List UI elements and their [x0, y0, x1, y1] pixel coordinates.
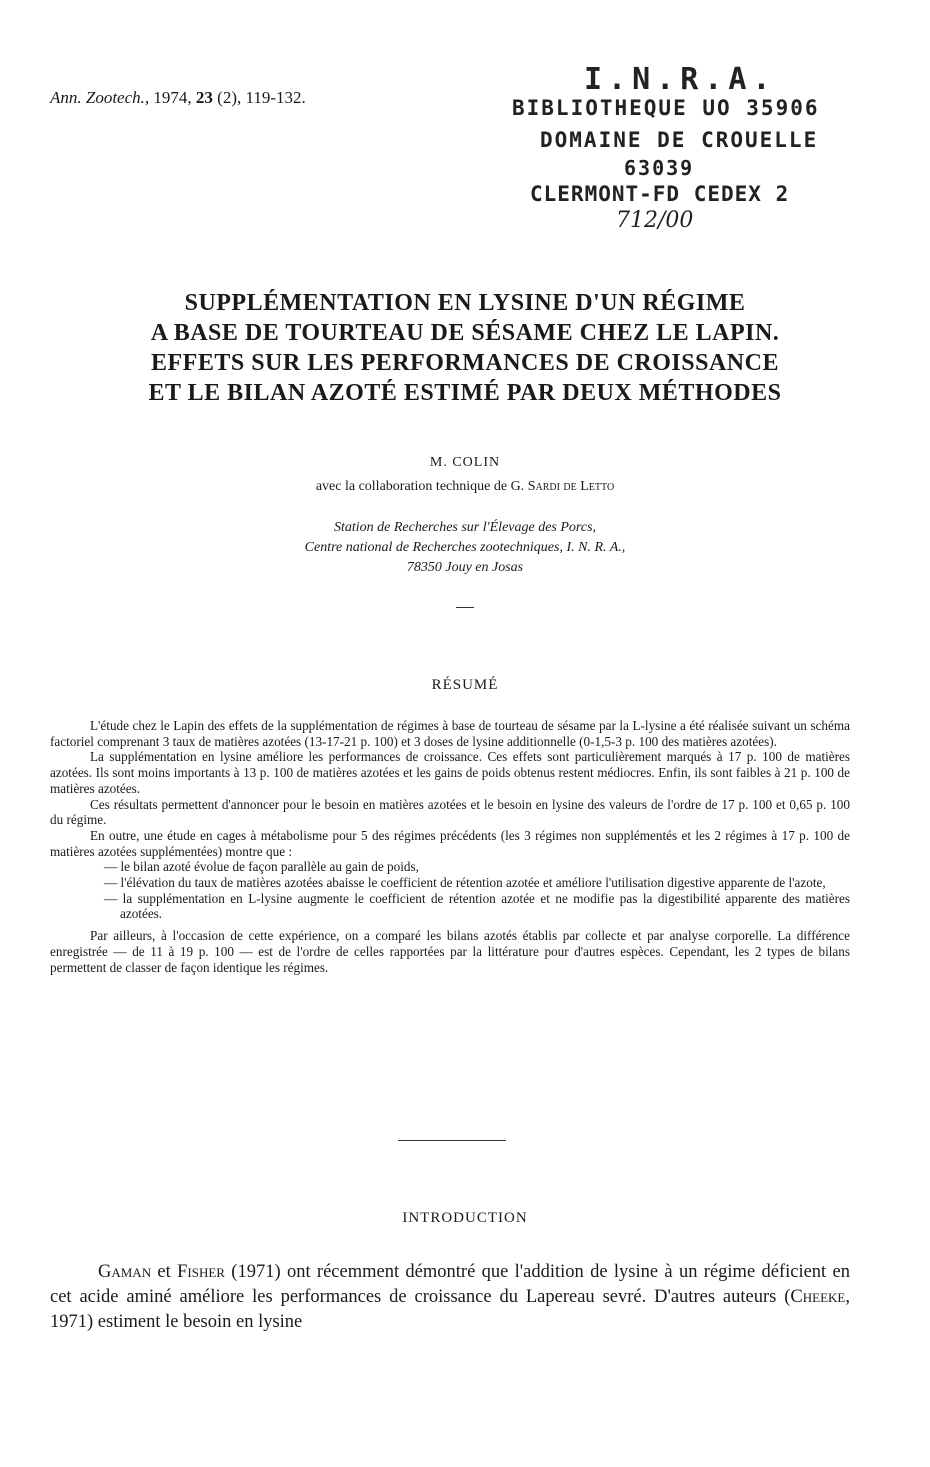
author-ref: Cheeke: [790, 1287, 846, 1307]
journal-name: Ann. Zootech.,: [50, 88, 150, 107]
intro-text: et: [151, 1262, 178, 1282]
author-ref: Gaman: [98, 1262, 152, 1282]
title-line: A BASE DE TOURTEAU DE SÉSAME CHEZ LE LAPIN.: [150, 320, 780, 346]
author: M. COLIN: [429, 455, 501, 470]
resume-heading: RÉSUMÉ: [431, 677, 499, 693]
title-line: SUPPLÉMENTATION EN LYSINE D'UN RÉGIME: [184, 290, 746, 316]
abstract: [50, 718, 850, 975]
stamp-line-5: CLERMONT-FD CEDEX 2: [530, 182, 790, 206]
citation: [50, 88, 306, 108]
separator: [398, 1140, 506, 1141]
intro-paragraph: [50, 1260, 850, 1335]
stamp-line-1: I.N.R.A.: [584, 62, 777, 97]
list-item: — l'élévation du taux de matières azotées abaisse le coefficient de rétention azotée et améliore l'utilisation digestive apparente de l'azote,: [104, 875, 826, 891]
intro-text: (1971) ont récemment démontré que l'addition de lysine à un régime déficient en cet acide aminé améliore les performances de croissance du Lapereau sevré. D'autres auteurs (: [50, 1262, 850, 1307]
affiliation-line: Station de Recherches sur l'Élevage des Porcs,: [333, 520, 597, 535]
affiliation: [0, 518, 930, 578]
intro-text: , 1971) estiment le besoin en lysine: [50, 1287, 850, 1332]
abstract-paragraph: Par ailleurs, à l'occasion de cette expérience, on a comparé les bilans azotés établis par collecte et par analyse corporelle. La différence enregistrée — de 11 à 19 p. 100 — est de l'ordre de celles rapportées par la littérature pour d'autres espèces. Cependant, les 2 types de bilans permettent de classer de façon identique les régimes.: [50, 928, 850, 975]
collaborator-name: Sardi de Letto: [527, 479, 615, 494]
title-line: EFFETS SUR LES PERFORMANCES DE CROISSANCE: [151, 350, 779, 376]
introduction-text: [50, 1260, 850, 1335]
paper-title: [60, 288, 870, 408]
collaboration-prefix: avec la collaboration technique de G.: [315, 479, 525, 494]
abstract-paragraph: La supplémentation en lysine améliore les performances de croissance. Ces effets sont particulièrement marqués à 17 p. 100 de matières azotées. Ils sont moins importants à 13 p. 100 de matières azotées et les gains de poids obtenus restent médiocres. Enfin, ils sont faibles à 21 p. 100 de matières azotées.: [50, 749, 850, 796]
citation-year: 1974,: [153, 88, 192, 107]
citation-volume: 23: [195, 88, 213, 107]
abstract-paragraph: Ces résultats permettent d'annoncer pour le besoin en matières azotées et le besoin en lysine des valeurs de l'ordre de 17 p. 100 et 0,65 p. 100 du régime.: [50, 796, 850, 828]
affiliation-line: Centre national de Recherches zootechniques, I. N. R. A.,: [304, 540, 626, 555]
stamp-line-3: DOMAINE DE CROUELLE: [540, 128, 819, 152]
abstract-paragraph: L'étude chez le Lapin des effets de la supplémentation de régimes à base de tourteau de sésame par la L-lysine a été réalisée suivant un schéma factoriel comprenant 3 taux de matières azotées (13-17-21 p. 100) et 3 doses de lysine additionnelle (0-1,5-3 p. 100 des matières azotées).: [50, 718, 850, 749]
citation-pages: (2), 119-132.: [217, 88, 306, 107]
list-item: — la supplémentation en L-lysine augmente le coefficient de rétention azotée et ne modifie pas la digestibilité apparente des matières azotées.: [104, 890, 850, 922]
title-line: ET LE BILAN AZOTÉ ESTIMÉ PAR DEUX MÉTHODES: [148, 380, 782, 406]
stamp-line-4: 63039: [624, 156, 695, 180]
abstract-list: [50, 859, 850, 922]
affiliation-line: 78350 Jouy en Josas: [406, 560, 524, 575]
list-item: — le bilan azoté évolue de façon parallèle au gain de poids,: [104, 859, 419, 875]
abstract-paragraph: En outre, une étude en cages à métabolisme pour 5 des régimes précédents (les 3 régimes non supplémentés et les 2 régimes à 17 p. 100 de matières azotées supplémentées) montre que :: [50, 827, 850, 859]
author-ref: Fisher: [177, 1262, 225, 1282]
collaboration-line: [0, 479, 930, 495]
stamp-handwritten-number: 712/00: [616, 208, 694, 233]
separator: [456, 607, 474, 608]
stamp-line-2: BIBLIOTHEQUE UO 35906: [512, 96, 820, 120]
introduction-heading: INTRODUCTION: [402, 1210, 528, 1226]
